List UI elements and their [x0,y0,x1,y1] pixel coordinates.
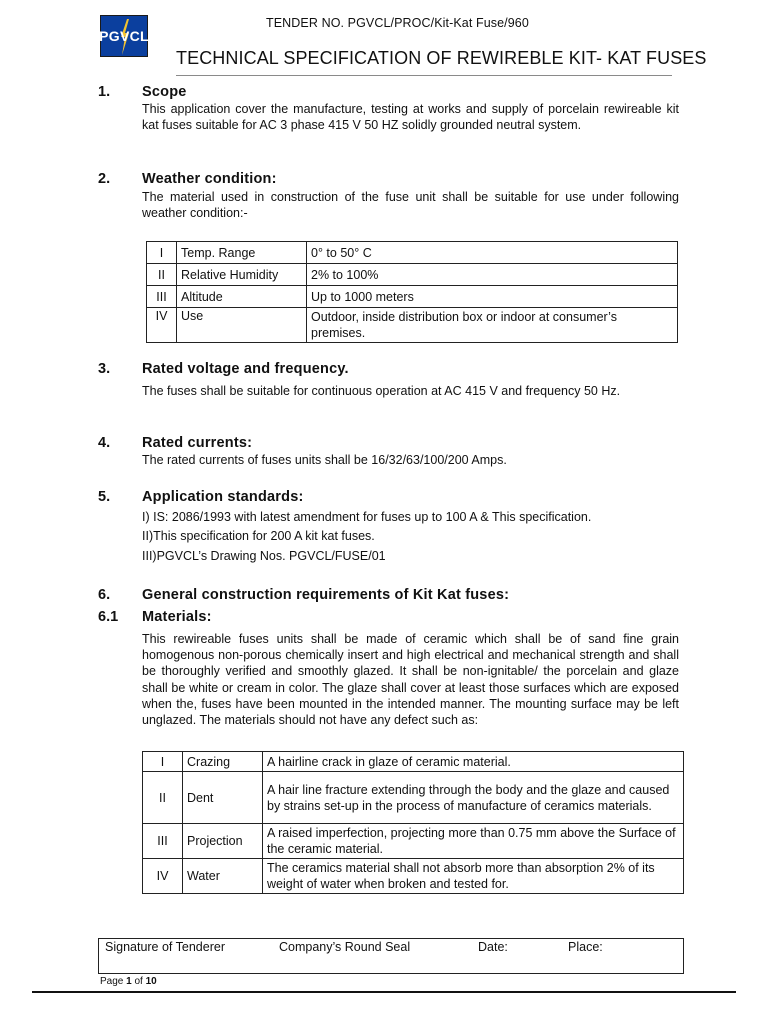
description-cell: A raised imperfection, projecting more than 0.75 mm above the Surface of the ceramic material. [263,824,684,859]
materials-text: This rewireable fuses units shall be made of ceramic which shall be of sand fine grain homogenous non-porous chemically insert and high electrical and mechanical strength and shall be thoroughly verified and smoothly glazed. It shall be non-ignitable/ the porcelain and glaze shall be white or cream in color. The glaze shall cover at least those surfaces which are exposed when the, fuses have been mounted in the intended manner. The mounting surface may be left unglazed. The materials should not have any defect such as: [142,632,679,728]
section-heading-voltage: Rated voltage and frequency. [142,361,349,377]
row-index: II [147,264,177,286]
table-row [147,286,678,308]
date-label: Date: [478,940,508,954]
standard-item: II)This specification for 200 A kit kat fuses. [142,529,375,543]
total-pages: 10 [145,976,157,987]
of-word: of [134,976,143,987]
row-index: II [143,772,183,824]
place-label: Place: [568,940,603,954]
row-index: III [147,286,177,308]
current-page: 1 [126,976,132,987]
defect-cell: Water [183,859,263,894]
parameter-cell: Use [177,308,307,343]
company-logo [100,15,148,57]
section-heading-construction: General construction requirements of Kit Kat fuses: [142,587,510,603]
table-row [147,242,678,264]
section-heading-weather: Weather condition: [142,171,277,187]
section-number: 6. [98,587,111,603]
section-number: 4. [98,435,111,451]
company-seal-label: Company’s Round Seal [279,940,411,954]
row-index: I [147,242,177,264]
table-row [143,772,684,824]
row-index: IV [147,308,177,343]
title-divider [176,75,672,76]
page-title: TECHNICAL SPECIFICATION OF REWIREBLE KIT- KAT FUSES [176,48,707,68]
currents-text: The rated currents of fuses units shall be 16/32/63/100/200 Amps. [142,453,507,467]
section-heading-currents: Rated currents: [142,435,253,451]
section-number: 1. [98,84,111,100]
weather-text: The material used in construction of the fuse unit shall be suitable for use under following weather condition:- [142,190,679,221]
section-number: 3. [98,361,111,377]
standard-item: I) IS: 2086/1993 with latest amendment for fuses up to 100 A & This specification. [142,510,592,524]
parameter-cell: Temp. Range [177,242,307,264]
signature-tenderer-label: Signature of Tenderer [105,940,225,954]
table-row [143,824,684,859]
voltage-text: The fuses shall be suitable for continuous operation at AC 415 V and frequency 50 Hz. [142,384,621,398]
footer-divider [32,991,736,993]
page-number [100,976,157,987]
defect-cell: Dent [183,772,263,824]
standard-item: III)PGVCL’s Drawing Nos. PGVCL/FUSE/01 [142,549,386,563]
scope-text: This application cover the manufacture, testing at works and supply of porcelain rewireable kit kat fuses suitable for AC 3 phase 415 V 50 HZ solidly grounded neutral system. [142,102,679,133]
parameter-cell: Relative Humidity [177,264,307,286]
value-cell: 2% to 100% [307,264,678,286]
tender-number: TENDER NO. PGVCL/PROC/Kit-Kat Fuse/960 [266,16,529,30]
value-cell: Up to 1000 meters [307,286,678,308]
value-cell: Outdoor, inside distribution box or indoor at consumer’s premises. [307,308,678,343]
description-cell: The ceramics material shall not absorb more than absorption 2% of its weight of water when broken and tested for. [263,859,684,894]
section-heading-scope: Scope [142,84,187,100]
description-cell: A hair line fracture extending through the body and the glaze and caused by strains set-up in the process of manufacture of ceramics materials. [263,772,684,824]
section-heading-materials: Materials: [142,609,212,625]
table-row [143,859,684,894]
section-heading-standards: Application standards: [142,489,304,505]
section-number: 5. [98,489,111,505]
defect-cell: Crazing [183,752,263,772]
description-cell: A hairline crack in glaze of ceramic material. [263,752,684,772]
value-cell: 0° to 50° C [307,242,678,264]
defects-table [142,751,684,894]
defect-cell: Projection [183,824,263,859]
table-row [147,264,678,286]
signature-box [98,938,684,974]
page-word: Page [100,976,124,987]
weather-condition-table [146,241,678,343]
section-number: 6.1 [98,609,119,625]
section-number: 2. [98,171,111,187]
row-index: III [143,824,183,859]
table-row [147,308,678,343]
row-index: I [143,752,183,772]
logo-text: PGVCL [99,28,149,44]
row-index: IV [143,859,183,894]
table-row [143,752,684,772]
parameter-cell: Altitude [177,286,307,308]
